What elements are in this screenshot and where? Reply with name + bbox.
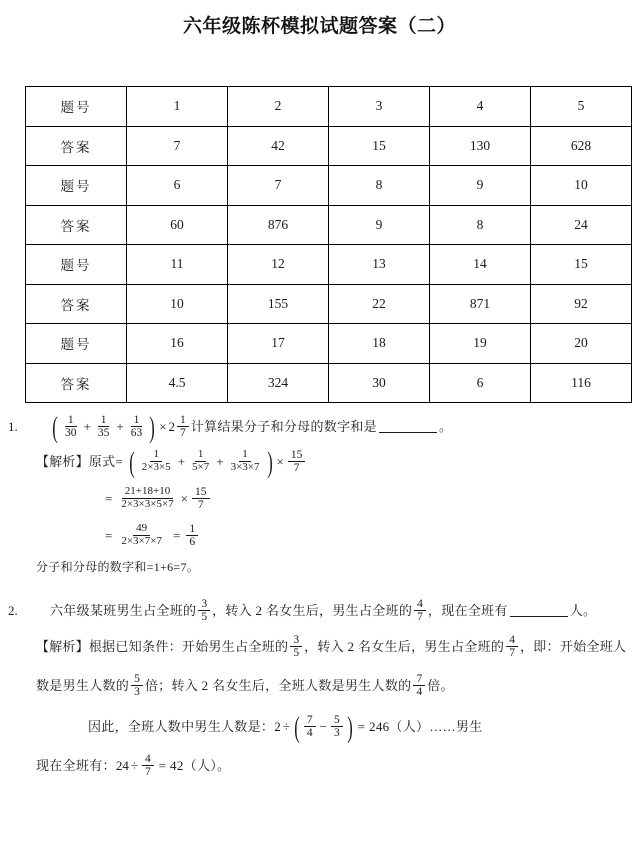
denominator: 5×7 xyxy=(192,461,210,473)
equals-sign: = xyxy=(105,528,113,544)
fraction-49-over-product xyxy=(118,523,165,548)
problem-2-solution-line-1 xyxy=(0,628,639,666)
problem-2-solution-line-3: 因此，全班人数中男生人数是： 2 ÷ ( $\frac{7}{4}$ − $\frac{5}{3}$ ) = 246（人）……男生 xyxy=(88,711,483,744)
table-cell: 24 xyxy=(531,205,632,245)
plus-sign: + xyxy=(177,454,186,470)
denominator: 2×3×3×5×7 xyxy=(121,498,174,510)
problem-1 xyxy=(0,410,639,580)
table-row xyxy=(26,126,632,166)
table-cell: 3 xyxy=(329,87,430,127)
whole-part: 2 xyxy=(168,419,176,435)
solution-lead: 原式 xyxy=(88,454,116,470)
problems-section xyxy=(0,410,639,784)
row-label: 题号 xyxy=(26,87,127,127)
problem-1-statement: 1. ( $\frac{1}{30}$ + $\frac{1}{35}$ + $\frac{1}{63}$ ) × 2 $\frac{1}{7}$ 计算结果分子和分母的数字和是 。 xyxy=(8,411,453,444)
denominator: 35 xyxy=(97,427,110,439)
numerator: 21+18+10 xyxy=(122,486,173,499)
answer-blank[interactable] xyxy=(510,605,568,617)
problem-2-number: 2. xyxy=(8,603,18,619)
fraction-sum-over-product xyxy=(118,486,176,511)
fraction-4-7 xyxy=(414,598,426,624)
operand-24: 24 xyxy=(115,758,129,774)
answer-table xyxy=(25,86,632,403)
table-row xyxy=(26,324,632,364)
solution-text-1c: ，即：开始全班人 xyxy=(519,639,627,655)
period: 。 xyxy=(438,419,453,435)
table-row xyxy=(26,245,632,285)
table-row xyxy=(26,284,632,324)
table-cell: 30 xyxy=(329,363,430,403)
numerator: 3 xyxy=(198,598,210,611)
row-label: 题号 xyxy=(26,245,127,285)
answer-table-container xyxy=(25,86,613,403)
row-label: 答案 xyxy=(26,284,127,324)
fraction-1-over-5x7 xyxy=(189,449,212,474)
equals-sign: = xyxy=(158,758,167,774)
table-cell: 130 xyxy=(430,126,531,166)
denominator: 3 xyxy=(333,727,340,739)
statement-part-1: 六年级某班男生占全班的 xyxy=(50,603,197,619)
fraction-1-over-2x3x5 xyxy=(139,449,174,474)
mixed-number xyxy=(169,414,191,440)
table-row xyxy=(26,166,632,206)
table-cell: 7 xyxy=(228,166,329,206)
fraction-15-7 xyxy=(192,486,210,512)
numerator: 1 xyxy=(239,449,251,462)
row-label: 答案 xyxy=(26,363,127,403)
table-cell: 6 xyxy=(127,166,228,206)
fraction-3-5 xyxy=(198,598,210,624)
numerator: 15 xyxy=(192,486,210,499)
numerator: 5 xyxy=(331,714,343,727)
table-cell: 12 xyxy=(228,245,329,285)
solution-result-3: 246（人）……男生 xyxy=(369,719,483,735)
statement-tail: 计算结果分子和分母的数字和是 xyxy=(190,419,377,435)
table-cell: 60 xyxy=(127,205,228,245)
row-label: 答案 xyxy=(26,205,127,245)
denominator: 7 xyxy=(180,427,186,439)
denominator: 7 xyxy=(144,766,151,778)
table-cell: 155 xyxy=(228,284,329,324)
denominator: 3×3×7 xyxy=(230,461,260,473)
table-cell: 18 xyxy=(329,324,430,364)
denominator: 2×3×5 xyxy=(141,461,171,473)
equals-sign: = xyxy=(115,454,123,470)
numerator: 1 xyxy=(150,449,162,462)
denominator: 5 xyxy=(201,611,208,623)
solution-tag: 【解析】 xyxy=(36,454,89,470)
fraction-1-35 xyxy=(95,414,113,440)
table-cell: 4 xyxy=(430,87,531,127)
denominator: 4 xyxy=(416,686,423,698)
denominator: 7 xyxy=(197,499,204,511)
table-cell: 324 xyxy=(228,363,329,403)
table-cell: 15 xyxy=(531,245,632,285)
solution-text-4a: 现在全班有： xyxy=(36,758,116,774)
denominator: 7 xyxy=(417,611,423,623)
table-cell: 92 xyxy=(531,284,632,324)
numerator: 7 xyxy=(304,714,316,727)
table-cell: 14 xyxy=(430,245,531,285)
table-cell: 19 xyxy=(430,324,531,364)
table-cell: 7 xyxy=(127,126,228,166)
numerator: 3 xyxy=(290,634,302,647)
table-cell: 1 xyxy=(127,87,228,127)
table-cell: 8 xyxy=(430,205,531,245)
numerator: 1 xyxy=(98,414,110,427)
fraction-7-4 xyxy=(304,714,316,740)
solution-text-2a: 数是男生人数的 xyxy=(36,678,130,694)
fraction-3-5 xyxy=(290,634,302,660)
times-sign: × xyxy=(159,419,167,435)
table-row xyxy=(26,87,632,127)
answer-blank[interactable] xyxy=(379,421,437,433)
statement-part-2: ，转入 2 名女生后，男生占全班的 xyxy=(212,603,413,619)
row-label: 答案 xyxy=(26,126,127,166)
solution-text-2b: 倍；转入 2 名女生后，全班人数是男生人数的 xyxy=(144,678,412,694)
denominator: 2×3×7×7 xyxy=(121,535,162,547)
division-sign: ÷ xyxy=(282,719,290,735)
numerator: 5 xyxy=(131,673,143,686)
numerator: 1 xyxy=(131,414,143,427)
equals-sign: = xyxy=(105,491,113,507)
table-cell: 16 xyxy=(127,324,228,364)
table-cell: 876 xyxy=(228,205,329,245)
table-cell: 4.5 xyxy=(127,363,228,403)
numerator: 4 xyxy=(506,634,518,647)
equals-sign: = xyxy=(172,528,181,544)
numerator: 15 xyxy=(288,449,306,462)
fraction-4-7 xyxy=(142,753,154,779)
division-sign: ÷ xyxy=(130,758,138,774)
table-cell: 20 xyxy=(531,324,632,364)
table-cell: 6 xyxy=(430,363,531,403)
table-row xyxy=(26,205,632,245)
fraction-1-6 xyxy=(186,523,198,549)
denominator: 7 xyxy=(293,462,300,474)
denominator: 5 xyxy=(293,647,300,659)
solution-text-2c: 倍。 xyxy=(427,678,454,694)
fraction-5-3 xyxy=(131,673,143,699)
denominator: 30 xyxy=(65,427,77,439)
denominator: 6 xyxy=(189,536,196,548)
fraction-7-4 xyxy=(413,673,425,699)
row-label: 题号 xyxy=(26,324,127,364)
minus-sign: − xyxy=(319,719,327,735)
table-cell: 15 xyxy=(329,126,430,166)
statement-part-4: 人。 xyxy=(569,603,597,619)
table-cell: 17 xyxy=(228,324,329,364)
fraction-15-7 xyxy=(288,449,306,475)
table-cell: 13 xyxy=(329,245,430,285)
fraction-5-3 xyxy=(331,714,343,740)
numerator: 4 xyxy=(414,598,426,611)
equals-sign: = xyxy=(357,719,366,735)
numerator: 49 xyxy=(133,523,150,536)
numerator: 4 xyxy=(142,753,154,766)
solution-result-4: 42（人）。 xyxy=(170,758,231,774)
times-sign: × xyxy=(180,491,189,507)
solution-text-3a: 因此，全班人数中男生人数是： xyxy=(88,719,275,735)
table-cell: 628 xyxy=(531,126,632,166)
table-cell: 116 xyxy=(531,363,632,403)
fraction-1-63 xyxy=(128,414,146,440)
fraction-4-7 xyxy=(506,634,518,660)
plus-sign: + xyxy=(83,419,91,435)
table-cell: 8 xyxy=(329,166,430,206)
numerator: 1 xyxy=(186,523,198,536)
problem-2 xyxy=(0,594,639,784)
problem-2-solution-line-2 xyxy=(0,666,639,706)
fraction-1-7 xyxy=(177,414,189,440)
plus-sign: + xyxy=(116,419,124,435)
fraction-1-30 xyxy=(62,414,80,440)
page-title: 六年级陈杯模拟试题答案（二） xyxy=(182,16,456,37)
table-cell: 11 xyxy=(127,245,228,285)
table-cell: 10 xyxy=(531,166,632,206)
problem-1-solution-line-1: 【解析】 原式 = ( $\frac{1}{2\times 3\times 5}$ + $\frac{1}{5\times 7}$ + $\frac{1}{3\times 3\times 7}$ ) × $\frac{15}{7}$ xyxy=(0,444,639,480)
problem-2-statement xyxy=(0,594,639,628)
solution-tag: 【解析】 xyxy=(36,639,89,655)
solution-text-1a: 根据已知条件：开始男生占全班的 xyxy=(88,639,289,655)
table-cell: 2 xyxy=(228,87,329,127)
problem-1-solution-line-3 xyxy=(0,518,639,554)
problem-2-solution-line-4 xyxy=(0,748,639,784)
table-cell: 5 xyxy=(531,87,632,127)
numerator: 1 xyxy=(195,449,207,462)
statement-part-3: ，现在全班有 xyxy=(427,603,508,619)
problem-1-conclusion: 分子和分母的数字和=1+6=7。 xyxy=(36,559,200,574)
problem-1-solution-line-2 xyxy=(0,480,639,518)
row-label: 题号 xyxy=(26,166,127,206)
table-cell: 42 xyxy=(228,126,329,166)
plus-sign: + xyxy=(216,454,224,470)
table-row xyxy=(26,363,632,403)
denominator: 3 xyxy=(134,686,140,698)
fraction-1-over-3x3x7 xyxy=(228,449,263,474)
operand-2: 2 xyxy=(274,719,281,735)
numerator: 1 xyxy=(65,414,77,427)
table-cell: 9 xyxy=(430,166,531,206)
denominator: 63 xyxy=(130,427,143,439)
table-cell: 871 xyxy=(430,284,531,324)
table-cell: 10 xyxy=(127,284,228,324)
denominator: 7 xyxy=(509,647,515,659)
numerator: 1 xyxy=(177,414,189,427)
table-cell: 22 xyxy=(329,284,430,324)
table-cell: 9 xyxy=(329,205,430,245)
solution-text-1b: ，转入 2 名女生后，男生占全班的 xyxy=(304,639,505,655)
numerator: 7 xyxy=(413,673,425,686)
denominator: 4 xyxy=(306,727,313,739)
times-sign: × xyxy=(276,454,284,470)
problem-1-number: 1. xyxy=(8,419,18,435)
